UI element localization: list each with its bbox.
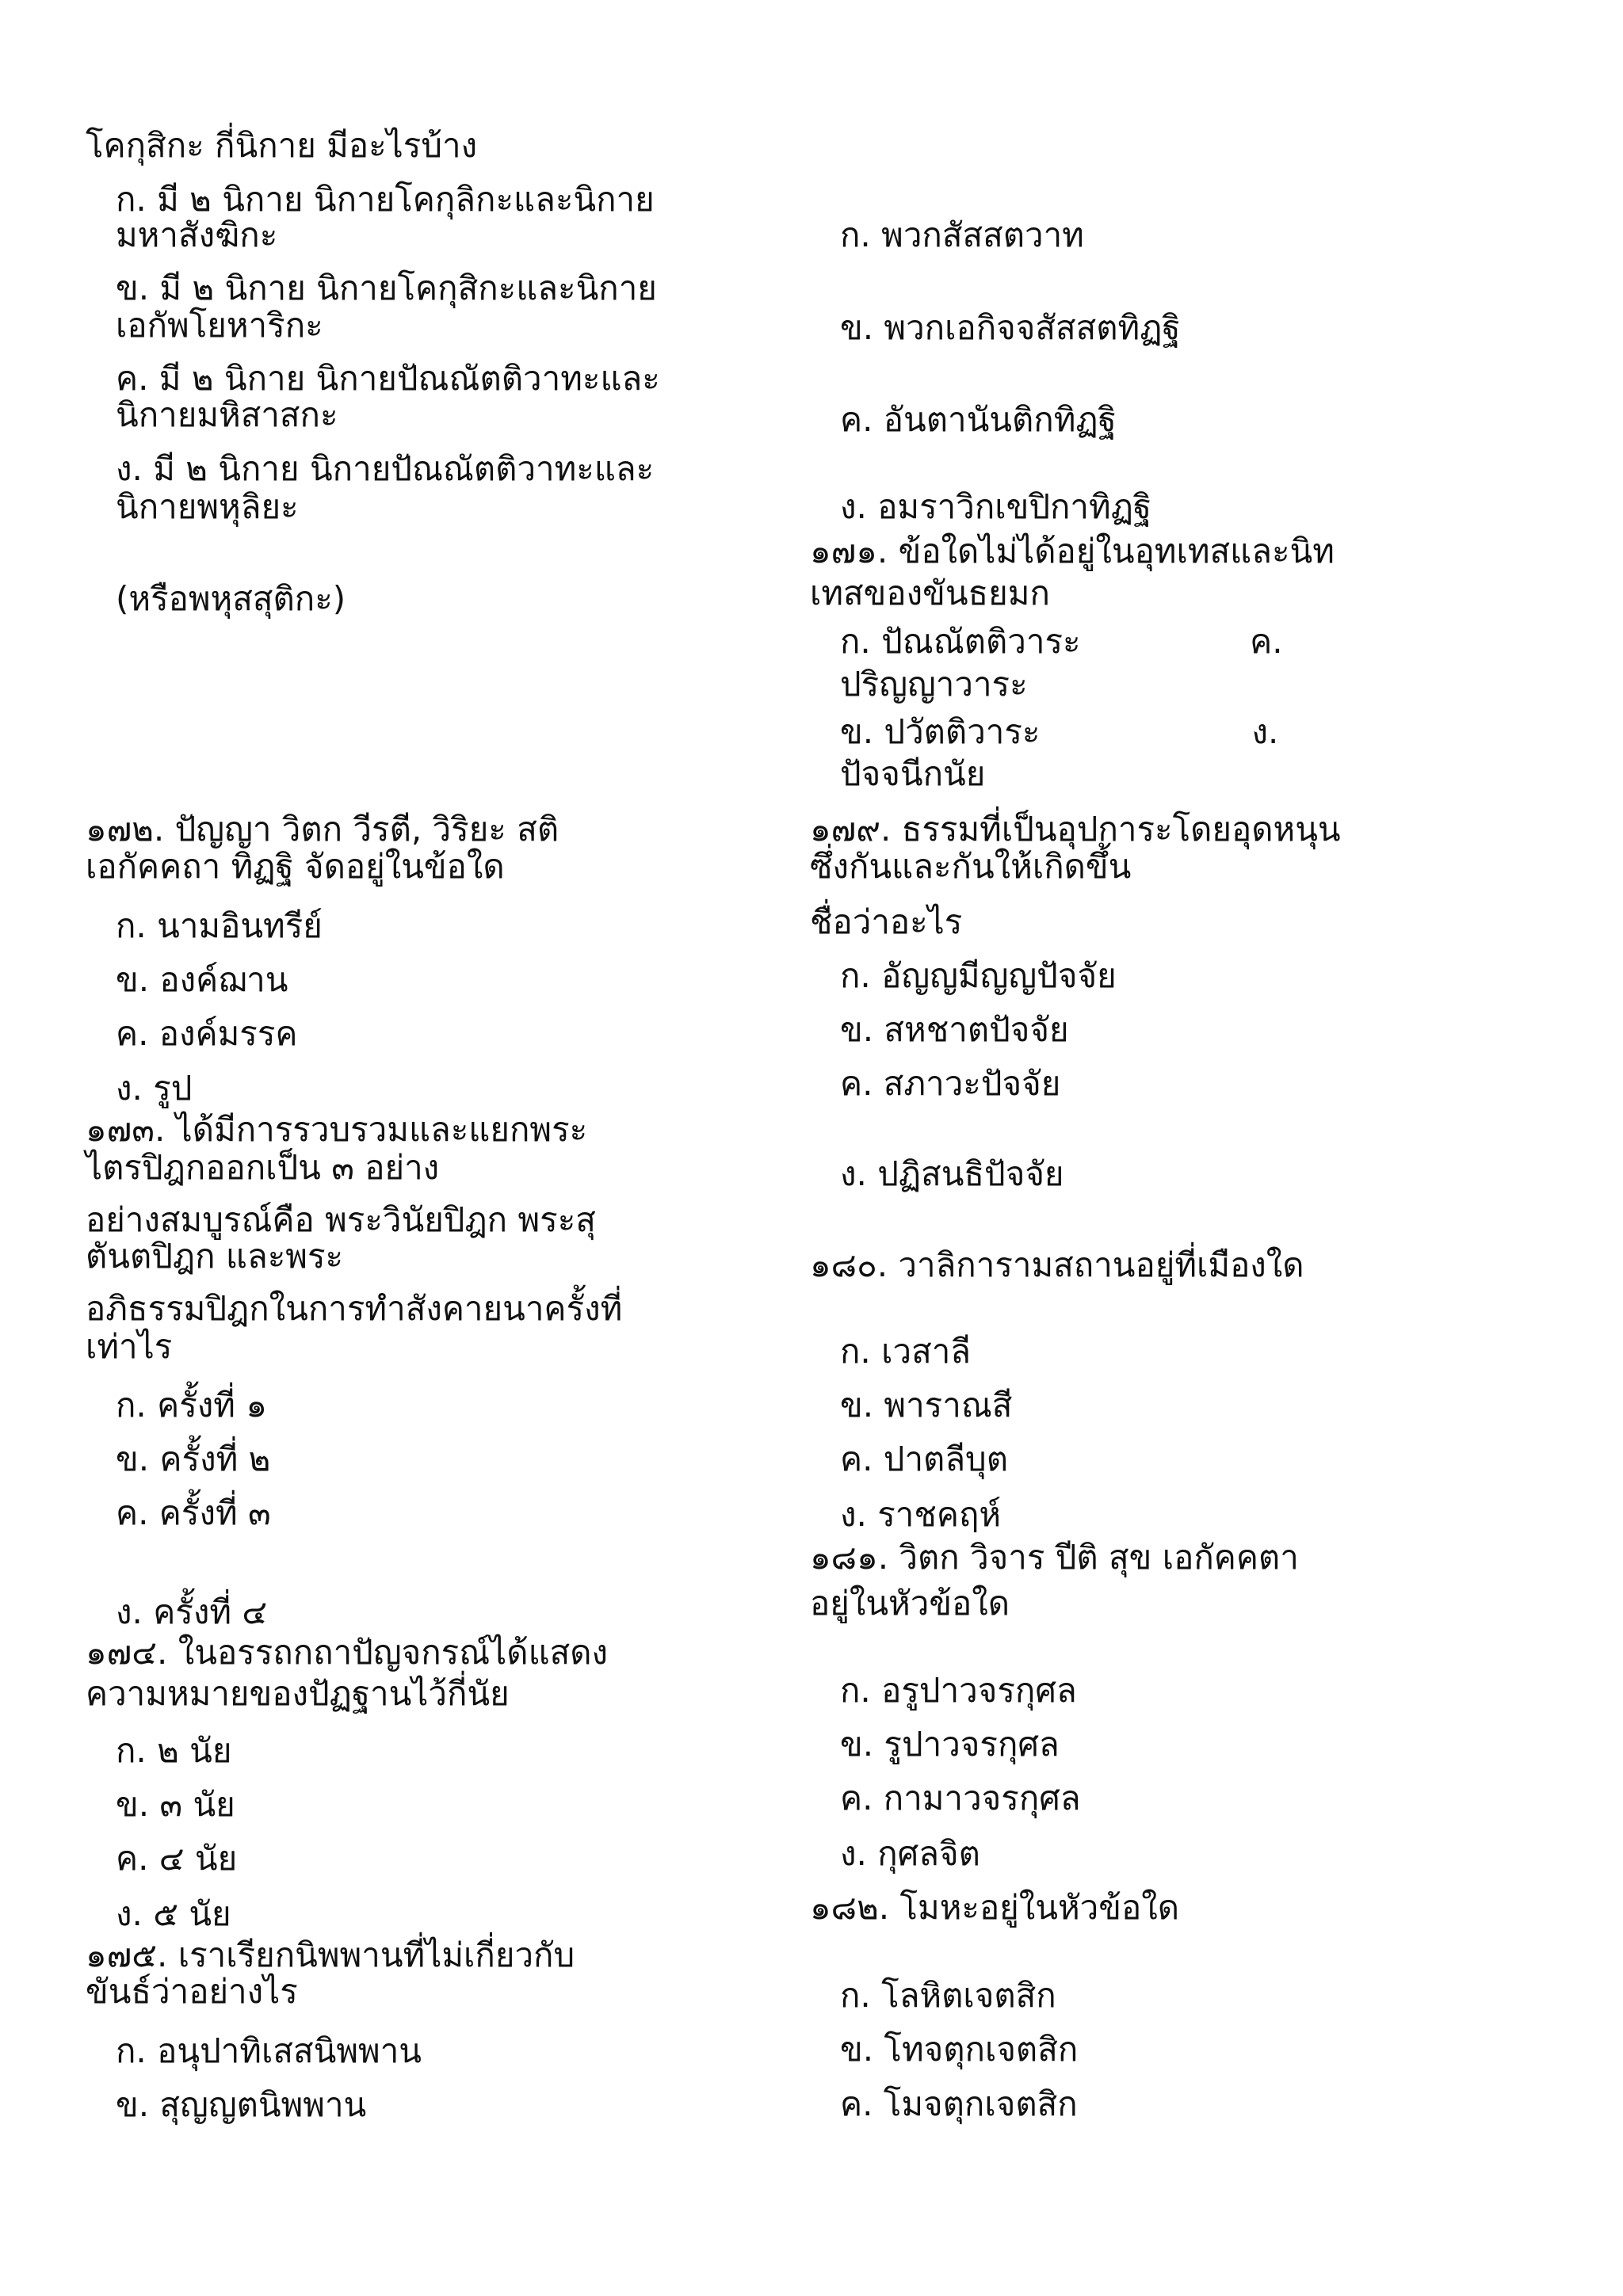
left-line: (หรือพหุสสุติกะ) xyxy=(116,579,346,618)
left-line: ๑๗๕. เราเรียกนิพพานที่ไม่เกี่ยวกับ xyxy=(86,1936,575,1974)
left-line: ข. สุญญตนิพพาน xyxy=(116,2085,367,2124)
left-line: ค. มี ๒ นิกาย นิกายปัณณัตติวาทะและ xyxy=(116,359,660,398)
right-line: ๑๗๙. ธรรมที่เป็นอุปการะโดยอุดหนุน xyxy=(810,810,1341,849)
left-line: ง. ครั้งที่ ๔ xyxy=(116,1592,268,1631)
left-line: ข. ครั้งที่ ๒ xyxy=(116,1440,271,1478)
right-line: ก. เวสาลี xyxy=(840,1332,972,1371)
left-line: ง. รูป xyxy=(116,1069,193,1108)
right-line: ข. สหชาตปัจจัย xyxy=(840,1010,1069,1049)
right-line: อยู่ในหัวข้อใด xyxy=(810,1584,1010,1623)
left-line: ๑๗๓. ได้มีการรวบรวมและแยกพระ xyxy=(86,1110,588,1149)
right-line: ๑๗๑. ข้อใดไม่ได้อยู่ในอุทเทสและนิท xyxy=(810,532,1335,570)
left-line: ค. ๔ นัย xyxy=(116,1839,238,1878)
right-line: ง. ปฏิสนธิปัจจัย xyxy=(840,1154,1064,1193)
left-line: นิกายพหุลิยะ xyxy=(116,487,299,526)
right-line: ค. โมจตุกเจตสิก xyxy=(840,2084,1078,2123)
left-line: เอกัพโยหาริกะ xyxy=(116,306,323,345)
left-line: อย่างสมบูรณ์คือ พระวินัยปิฎก พระสุ xyxy=(86,1200,596,1239)
left-line: ง. ๕ นัย xyxy=(116,1894,231,1933)
right-line: ก. ปัณณัตติวาระ ค. xyxy=(840,622,1283,661)
right-line: ข. รูปาวจรกุศล xyxy=(840,1725,1060,1764)
left-line: ก. มี ๒ นิกาย นิกายโคกุลิกะและนิกาย xyxy=(116,180,655,219)
right-line: ข. ปวัตติวาระ ง. xyxy=(840,712,1279,751)
right-line: ข. พาราณสี xyxy=(840,1386,1013,1425)
left-line: ข. มี ๒ นิกาย นิกายโคกุสิกะและนิกาย xyxy=(116,269,657,307)
right-line: ปริญญาวาระ xyxy=(840,665,1028,704)
left-line: ตันตปิฎก และพระ xyxy=(86,1237,344,1276)
right-line: ๑๘๒. โมหะอยู่ในหัวข้อใด xyxy=(810,1888,1179,1927)
left-line: ค. ครั้งที่ ๓ xyxy=(116,1493,271,1532)
right-line: ง. ราชคฤห์ xyxy=(840,1495,1002,1534)
right-line: ค. อันตานันติกทิฏฐิ xyxy=(840,400,1117,439)
left-line: ความหมายของปัฏฐานไว้กี่นัย xyxy=(86,1674,510,1713)
left-line: มหาสังฆิกะ xyxy=(116,215,278,254)
right-line: ๑๘๑. วิตก วิจาร ปีติ สุข เอกัคคตา xyxy=(810,1538,1299,1577)
right-line: ค. สภาวะปัจจัย xyxy=(840,1064,1061,1103)
left-line: โคกุสิกะ กี่นิกาย มีอะไรบ้าง xyxy=(86,126,478,165)
left-line: ขันธ์ว่าอย่างไร xyxy=(86,1972,298,2011)
left-line: ก. นามอินทรีย์ xyxy=(116,906,323,945)
right-line: ค. ปาตลีบุต xyxy=(840,1440,1008,1478)
left-line: ก. ครั้งที่ ๑ xyxy=(116,1386,267,1425)
right-line: ๑๘๐. วาลิการามสถานอยู่ที่เมืองใด xyxy=(810,1245,1304,1284)
left-line: นิกายมหิสาสกะ xyxy=(116,395,338,434)
left-line: ก. ๒ นัย xyxy=(116,1731,232,1770)
left-line: ๑๗๒. ปัญญา วิตก วีรตี, วิริยะ สติ xyxy=(86,810,559,849)
right-line: ง. อมราวิกเขปิกาทิฏฐิ xyxy=(840,487,1152,526)
right-line: ปัจจนีกนัย xyxy=(840,754,986,793)
right-line: ค. กามาวจรกุศล xyxy=(840,1779,1081,1817)
left-line: ง. มี ๒ นิกาย นิกายปัณณัตติวาทะและ xyxy=(116,449,655,488)
right-line: ชื่อว่าอะไร xyxy=(810,902,963,941)
left-line: เท่าไร xyxy=(86,1327,173,1366)
right-line: ข. พวกเอกิจจสัสสตทิฏฐิ xyxy=(840,308,1181,347)
left-line: ก. อนุปาทิเสสนิพพาน xyxy=(116,2031,422,2070)
right-line: ง. กุศลจิต xyxy=(840,1834,980,1873)
left-line: ข. ๓ นัย xyxy=(116,1785,235,1824)
right-line: ข. โทจตุกเจตสิก xyxy=(840,2030,1079,2069)
right-line: ก. อัญญมีญญปัจจัย xyxy=(840,956,1117,995)
left-line: ไตรปิฎกออกเป็น ๓ อย่าง xyxy=(86,1148,440,1187)
right-line: ก. พวกสัสสตวาท xyxy=(840,215,1084,254)
right-line: เทสของขันธยมก xyxy=(810,574,1050,612)
left-line: ข. องค์ฌาน xyxy=(116,960,288,999)
left-line: เอกัคคถา ทิฏฐิ จัดอยู่ในข้อใด xyxy=(86,847,505,886)
right-line: ก. อรูปาวจรกุศล xyxy=(840,1671,1077,1710)
right-line: ก. โลหิตเจตสิก xyxy=(840,1976,1056,2015)
left-line: ๑๗๔. ในอรรถกถาปัญจกรณ์ได้แสดง xyxy=(86,1633,609,1672)
right-line: ซึ่งกันและกันให้เกิดขึ้น xyxy=(810,847,1132,886)
left-line: อภิธรรมปิฎกในการทำสังคายนาครั้งที่ xyxy=(86,1289,623,1328)
left-line: ค. องค์มรรค xyxy=(116,1014,298,1053)
